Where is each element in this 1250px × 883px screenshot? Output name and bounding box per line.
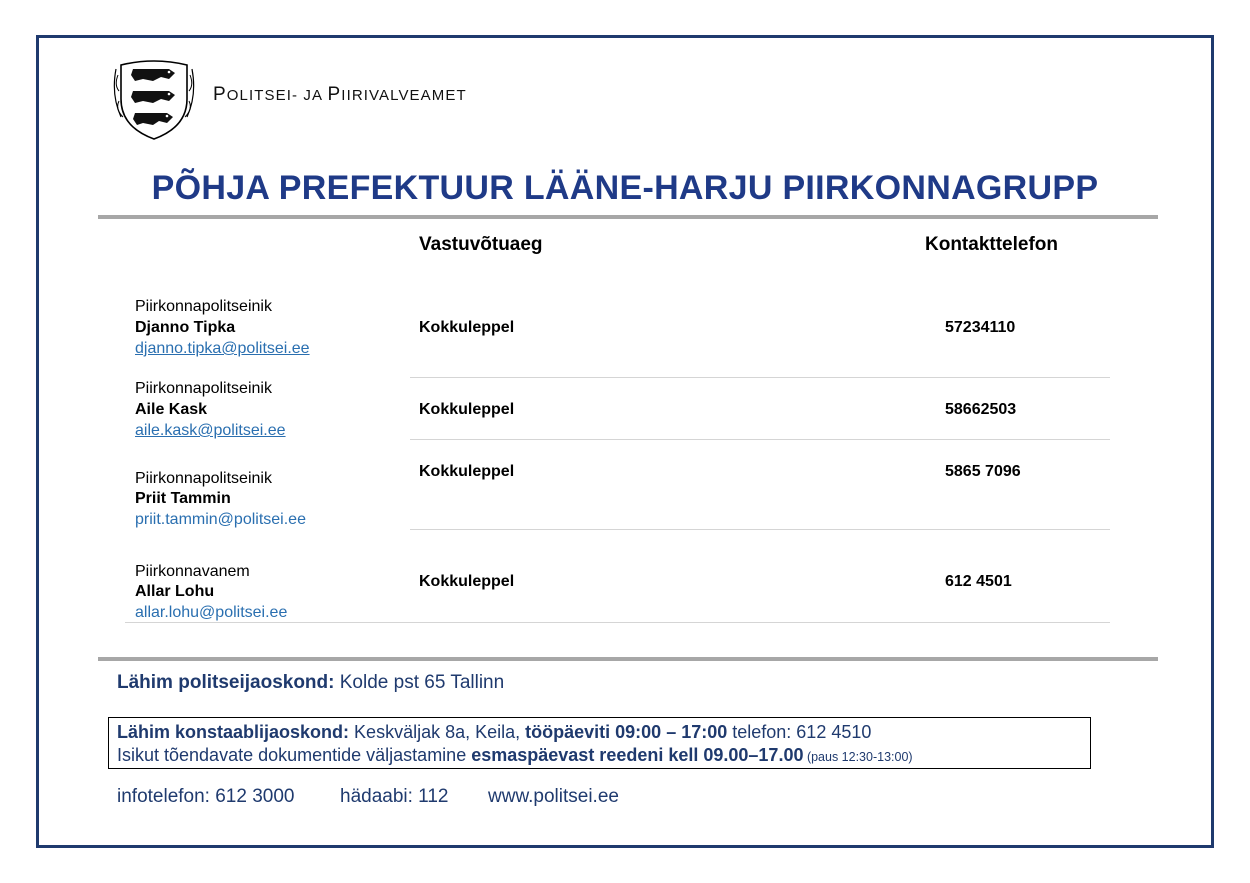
info-phone: infotelefon: 612 3000 [117,786,295,807]
row-time: Kokkuleppel [419,573,515,590]
row-email-link[interactable]: djanno.tipka@politsei.ee [135,340,310,357]
row-role: Piirkonnapolitseinik [135,298,272,315]
top-rule [98,215,1158,219]
nearest-station: Lähim politseijaoskond: Kolde pst 65 Tallinn [117,672,505,693]
row-time: Kokkuleppel [419,401,515,418]
row-divider [410,439,1110,440]
page-title: PÕHJA PREFEKTUUR LÄÄNE-HARJU PIIRKONNAGRUPP [151,169,1099,207]
row-phone: 58662503 [945,401,1017,418]
row-divider [410,377,1110,378]
row-name: Priit Tammin [135,490,231,507]
row-email-link[interactable]: allar.lohu@politsei.ee [135,604,288,621]
row-role: Piirkonnapolitseinik [135,470,272,487]
row-time: Kokkuleppel [419,463,515,480]
row-phone: 5865 7096 [945,463,1021,480]
row-phone: 57234110 [945,319,1016,336]
row-time: Kokkuleppel [419,319,515,336]
row-divider [410,529,1110,530]
agency-name: POLITSEI- JA PIIRIVALVEAMET [213,84,467,105]
col-header-time: Vastuvõtuaeg [419,234,543,255]
col-header-phone: Kontakttelefon [925,234,1058,255]
row-phone: 612 4501 [945,573,1012,590]
row-email-link[interactable]: priit.tammin@politsei.ee [135,511,306,528]
row-name: Allar Lohu [135,583,215,600]
coat-of-arms-icon [113,55,195,143]
row-role: Piirkonnavanem [135,563,250,580]
row-name: Djanno Tipka [135,319,236,336]
constable-info-box [108,717,1091,769]
bottom-rule [98,657,1158,661]
row-divider [125,622,1110,623]
documents-line: Isikut tõendavate dokumentide väljastamine esmaspäevast reedeni kell 09.00–17.00 (paus 12:30-13:00) [117,745,913,765]
row-name: Aile Kask [135,401,208,418]
website-link[interactable]: www.politsei.ee [488,786,619,807]
constable-line: Lähim konstaablijaoskond: Keskväljak 8a, Keila, tööpäeviti 09:00 – 17:00 telefon: 612 4510 [117,722,872,742]
row-email-link[interactable]: aile.kask@politsei.ee [135,422,286,439]
emergency-number: hädaabi: 112 [340,786,449,807]
row-role: Piirkonnapolitseinik [135,380,272,397]
